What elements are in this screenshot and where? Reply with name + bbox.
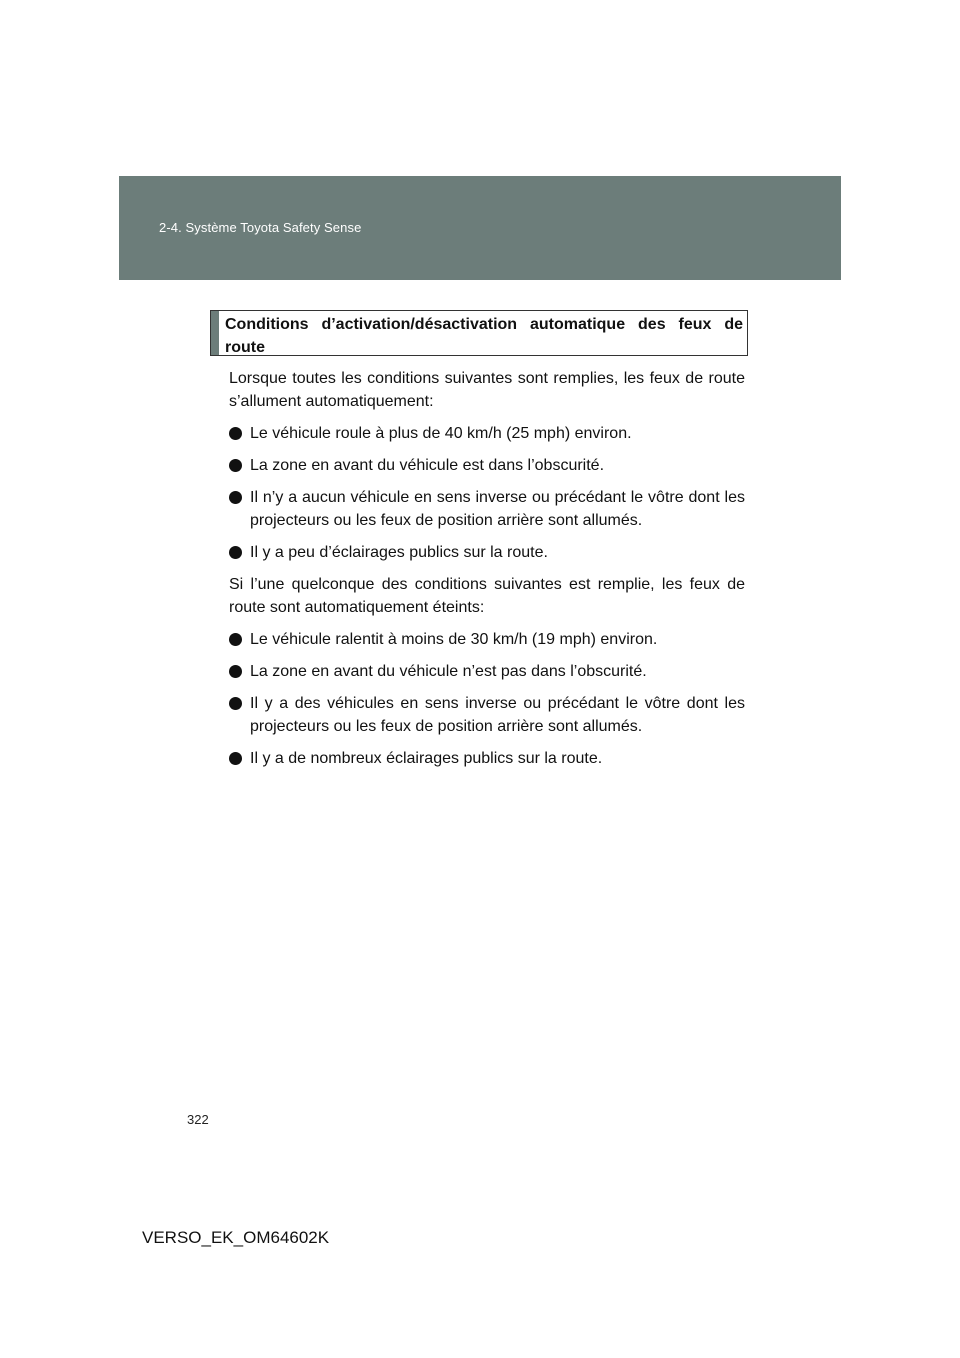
list-item-text: Il n’y a aucun véhicule en sens inverse ou précédant le vôtre dont les projecteurs ou les feux de position arrière sont allumés. [250,489,745,529]
intro-off-paragraph: Si l’une quelconque des conditions suivantes est remplie, les feux de route sont automatiquement éteints: [229,576,745,616]
list-item-text: Il y a peu d’éclairages publics sur la route. [250,544,548,561]
list-item [229,747,745,770]
section-heading-bar [211,311,219,355]
bullet-dot-icon [229,633,242,646]
header-band [119,176,841,280]
bullet-dot-icon [229,752,242,765]
list-item [229,692,745,738]
list-item-text: La zone en avant du véhicule n’est pas dans l’obscurité. [250,663,647,680]
list-item-text: Il y a des véhicules en sens inverse ou précédant le vôtre dont les projecteurs ou les feux de position arrière sont allumés. [250,695,745,735]
list-item-text: La zone en avant du véhicule est dans l’obscurité. [250,457,605,474]
list-item-text: Le véhicule ralentit à moins de 30 km/h (19 mph) environ. [250,631,658,648]
section-heading: Conditions d’activation/désactivation automatique des feux de route [225,316,743,356]
bullet-dot-icon [229,427,242,440]
list-item [229,486,745,532]
header-section-title: 2-4. Système Toyota Safety Sense [159,220,362,235]
content-body [229,367,745,779]
list-item [229,628,745,651]
list-item [229,660,745,683]
list-item-text: Le véhicule roule à plus de 40 km/h (25 mph) environ. [250,425,632,442]
bullet-dot-icon [229,665,242,678]
list-item [229,541,745,564]
bullet-dot-icon [229,491,242,504]
list-item [229,454,745,477]
footer-document-code: VERSO_EK_OM64602K [142,1228,330,1247]
section-heading-box [210,310,748,356]
intro-on-paragraph: Lorsque toutes les conditions suivantes sont remplies, les feux de route s’allument automatiquement: [229,370,745,410]
list-item-text: Il y a de nombreux éclairages publics sur la route. [250,750,603,767]
list-item [229,422,745,445]
bullet-dot-icon [229,546,242,559]
bullet-dot-icon [229,459,242,472]
bullet-dot-icon [229,697,242,710]
page-number: 322 [187,1112,209,1127]
